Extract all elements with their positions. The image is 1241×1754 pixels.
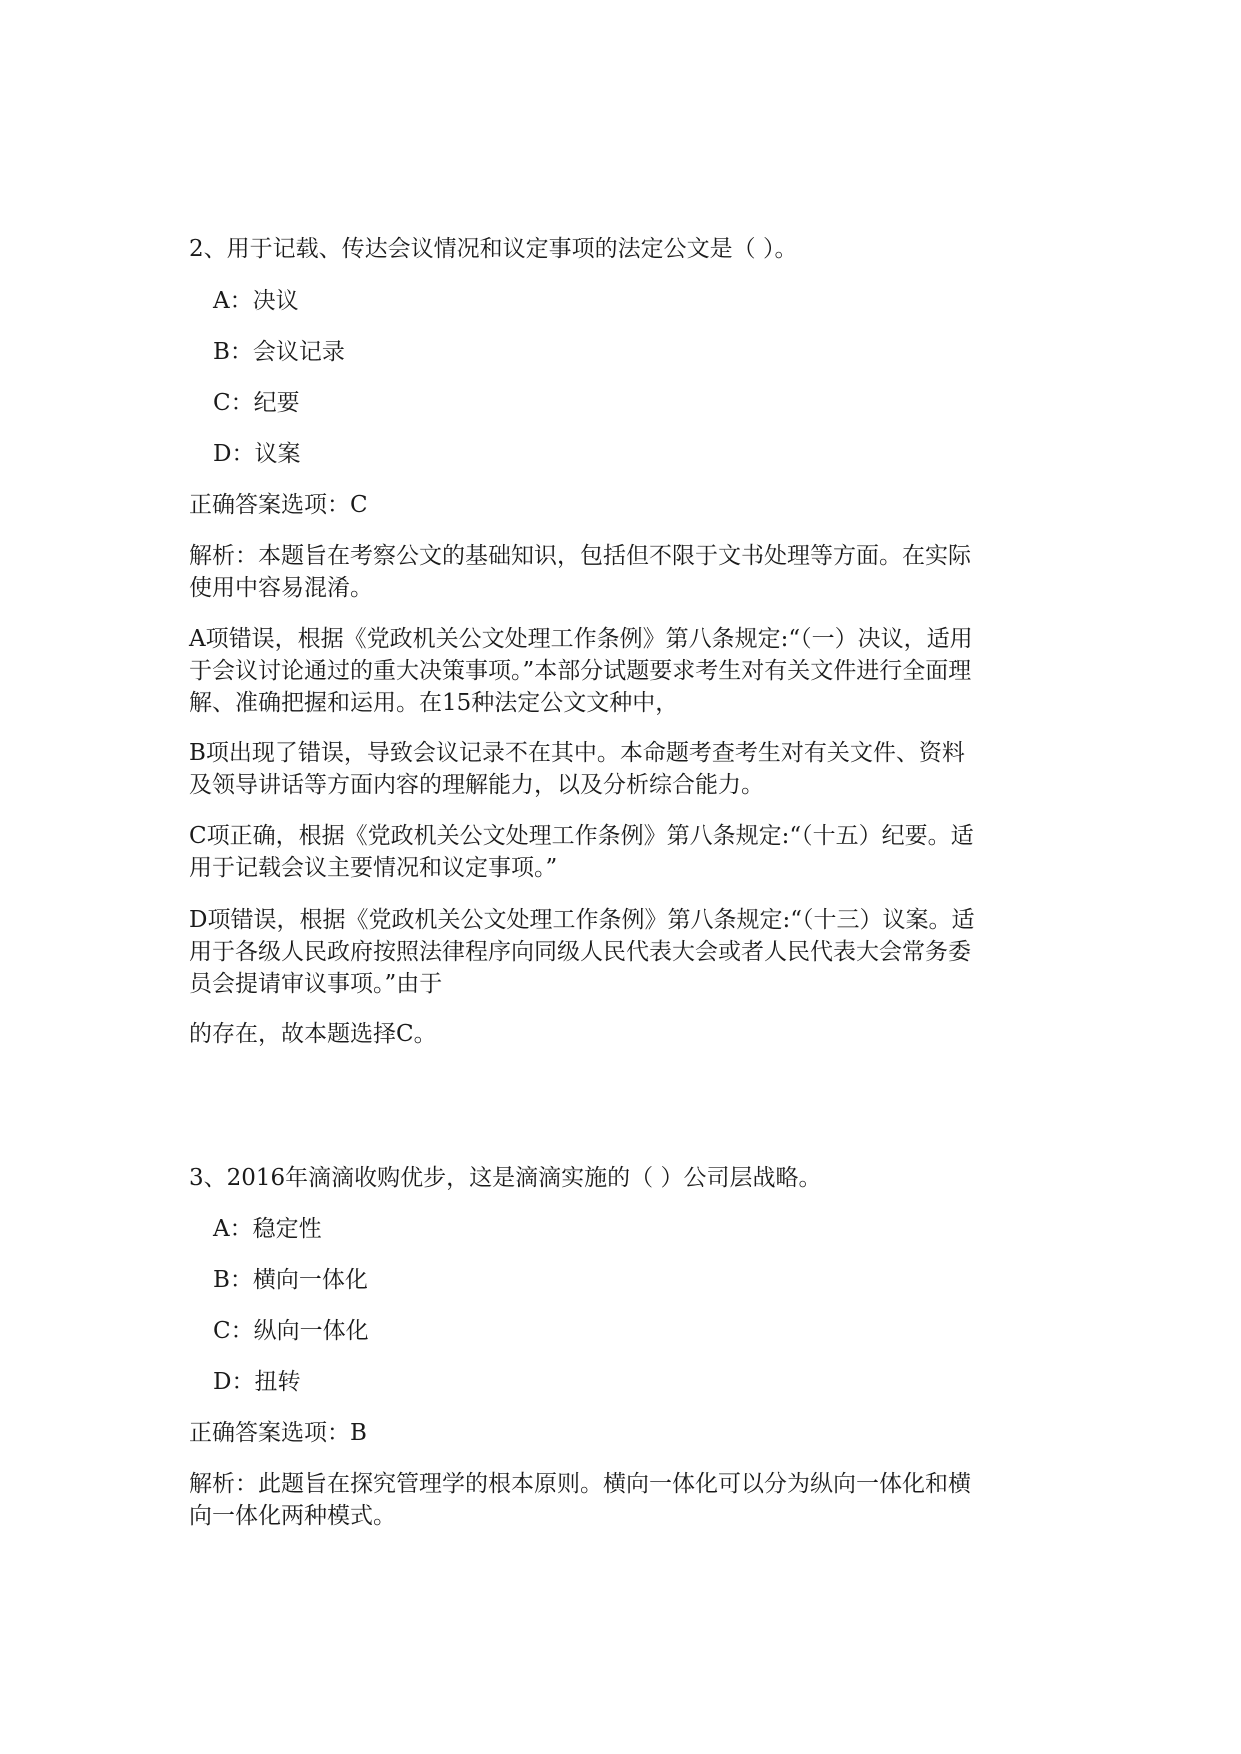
question-3-analysis-1 (189, 1468, 1051, 1532)
option-text: 横向一体化 (252, 1267, 368, 1293)
option-key: D： (213, 1369, 255, 1395)
analysis-line: 及领导讲话等方面内容的理解能力，以及分析综合能力。 (189, 772, 764, 798)
question-2-analysis-1 (189, 540, 1051, 604)
question-2-option-b (213, 336, 345, 368)
question-3-option-b (213, 1264, 368, 1296)
analysis-line: 于会议讨论通过的重大决策事项。”本部分试题要求考生对有关文件进行全面理 (189, 658, 972, 684)
question-3-option-a (213, 1213, 322, 1245)
analysis-line: 解、准确把握和运用。在15种法定公文文种中， (189, 690, 679, 716)
option-key: A： (213, 288, 253, 314)
analysis-line: 用于各级人民政府按照法律程序向同级人民代表大会或者人民代表大会常务委 (189, 939, 971, 965)
option-text: 稳定性 (252, 1216, 322, 1242)
analysis-line: 使用中容易混淆。 (189, 575, 373, 601)
option-key: B： (213, 1267, 253, 1293)
option-key: C： (213, 1318, 254, 1344)
option-key: C： (213, 390, 254, 416)
option-key: A： (213, 1216, 253, 1242)
analysis-line: B项出现了错误，导致会议记录不在其中。本命题考查考生对有关文件、资料 (189, 740, 965, 766)
analysis-line: A项错误，根据《党政机关公文处理工作条例》第八条规定:“（一）决议，适用 (189, 626, 973, 652)
option-key: D： (213, 441, 255, 467)
question-2-analysis-3 (189, 737, 1051, 801)
question-3-option-d (213, 1366, 300, 1398)
question-3-stem: 3、2016年滴滴收购优步，这是滴滴实施的（ ）公司层战略。 (189, 1165, 822, 1191)
question-2-option-d (213, 438, 300, 470)
option-text: 议案 (254, 441, 301, 467)
question-2-stem: 2、用于记载、传达会议情况和议定事项的法定公文是（ ）。 (189, 236, 798, 262)
question-3-answer: 正确答案选项：B (189, 1420, 367, 1446)
option-text: 扭转 (254, 1369, 301, 1395)
analysis-line: 解析：本题旨在考察公文的基础知识，包括但不限于文书处理等方面。在实际 (189, 543, 971, 569)
option-key: B： (213, 339, 253, 365)
analysis-line: 员会提请审议事项。”由于 (189, 971, 443, 997)
analysis-line: D项错误，根据《党政机关公文处理工作条例》第八条规定:“（十三）议案。适 (189, 907, 975, 933)
question-2-option-c (213, 387, 300, 419)
option-text: 纵向一体化 (253, 1318, 369, 1344)
option-text: 纪要 (253, 390, 300, 416)
analysis-line: 向一体化两种模式。 (189, 1503, 396, 1529)
option-text: 会议记录 (252, 339, 345, 365)
analysis-line: 用于记载会议主要情况和议定事项。” (189, 855, 558, 881)
option-text: 决议 (252, 288, 299, 314)
question-3-option-c (213, 1315, 369, 1347)
question-2-analysis-5 (189, 904, 1051, 1000)
analysis-line: 解析：此题旨在探究管理学的根本原则。横向一体化可以分为纵向一体化和横 (189, 1471, 971, 1497)
question-2-option-a (213, 285, 299, 317)
question-2-analysis-4 (189, 820, 1051, 884)
question-2-analysis-2 (189, 623, 1051, 719)
analysis-line: C项正确，根据《党政机关公文处理工作条例》第八条规定:“（十五）纪要。适 (189, 823, 974, 849)
question-2-answer: 正确答案选项：C (189, 492, 368, 518)
question-2-analysis-6 (189, 1018, 1051, 1050)
analysis-line: 的存在，故本题选择C。 (189, 1021, 437, 1047)
